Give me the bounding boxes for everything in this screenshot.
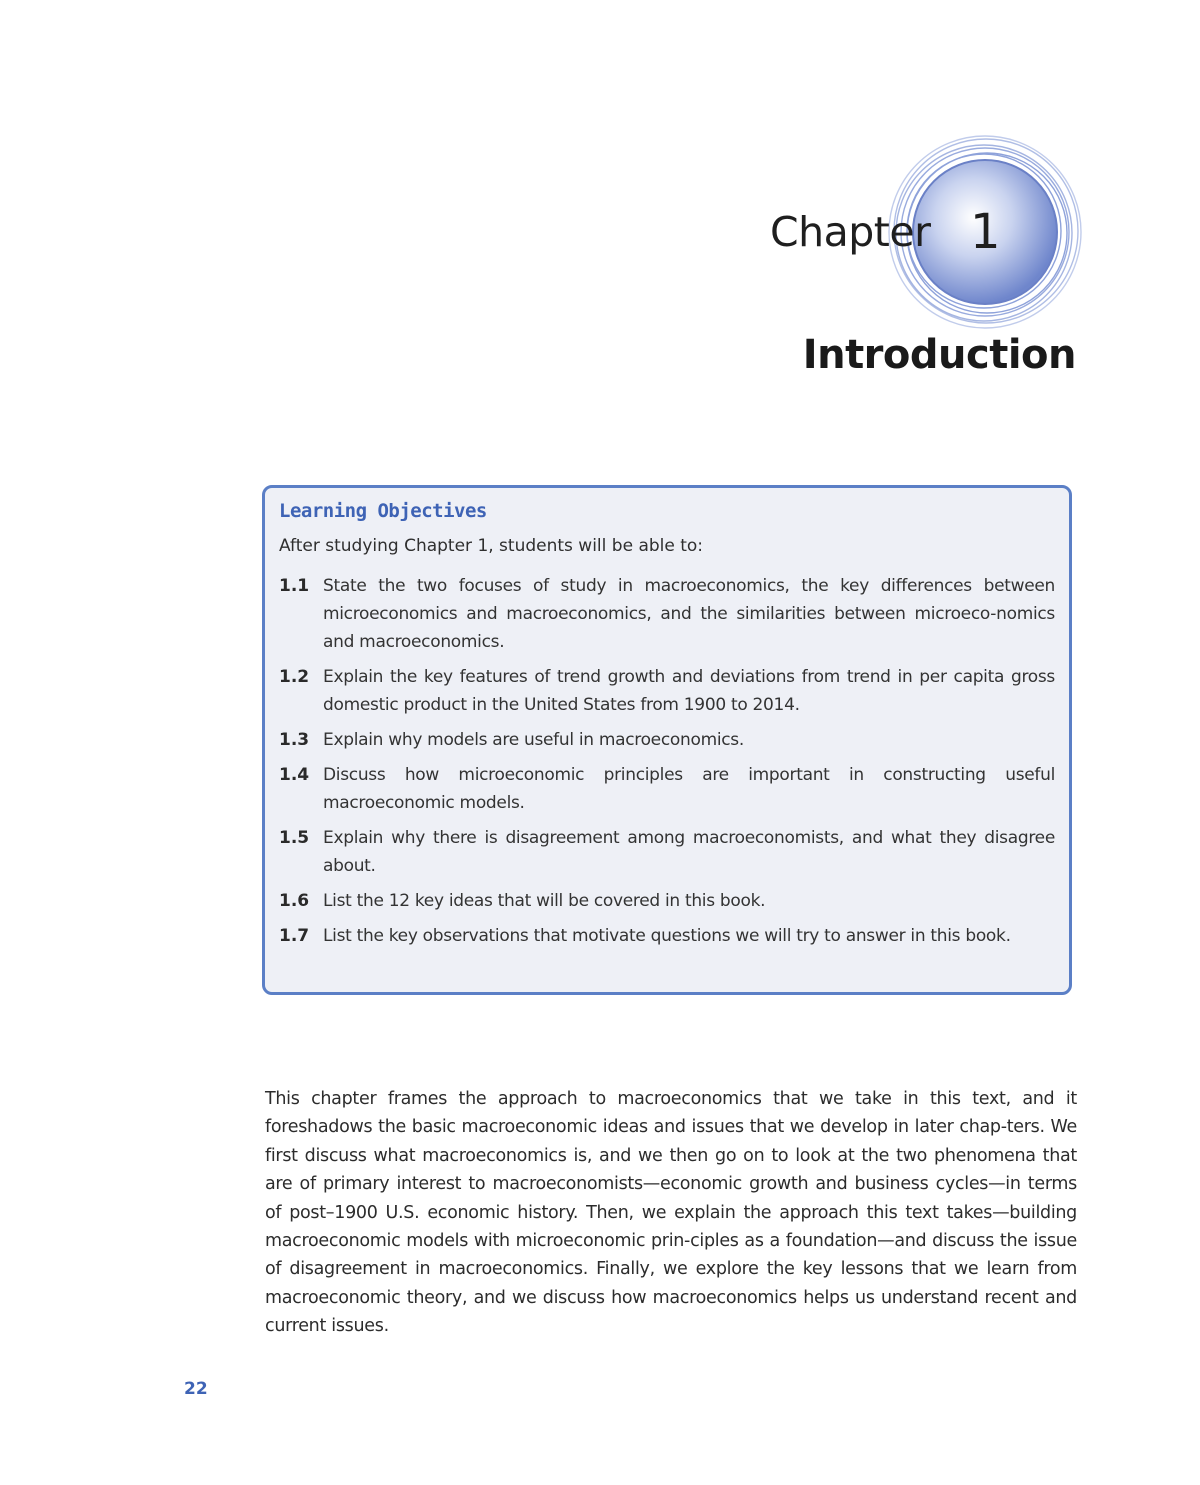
objective-text: List the 12 key ideas that will be covered in this book. <box>323 891 766 911</box>
chapter-title: Introduction <box>802 332 1076 378</box>
chapter-number: 1 <box>970 204 1001 260</box>
objective-number: 1.4 <box>279 765 310 785</box>
objective-text: Explain why models are useful in macroeconomics. <box>323 730 744 750</box>
objective-item <box>279 663 1055 719</box>
learning-objectives-list <box>279 572 1055 950</box>
learning-objectives-heading: Learning Objectives <box>279 500 487 522</box>
objective-item <box>279 922 1055 950</box>
objective-number: 1.5 <box>279 828 310 848</box>
objective-item <box>279 761 1055 817</box>
learning-objectives-intro: After studying Chapter 1, students will be able to: <box>279 536 704 556</box>
objective-number: 1.2 <box>279 667 310 687</box>
objective-text: State the two focuses of study in macroeconomics, the key differences between microeconomics and macroeconomics, and the similarities between microeco-nomics and macroeconomics. <box>323 576 1055 652</box>
objective-text: List the key observations that motivate questions we will try to answer in this book. <box>323 926 1011 946</box>
objective-text: Discuss how microeconomic principles are important in constructing useful macroeconomic models. <box>323 765 1055 813</box>
objective-text: Explain why there is disagreement among macroeconomists, and what they disagree about. <box>323 828 1055 876</box>
objective-item <box>279 572 1055 656</box>
objective-item <box>279 726 1055 754</box>
chapter-label: Chapter <box>770 208 931 256</box>
objective-item <box>279 887 1055 915</box>
learning-objectives-box <box>262 485 1072 995</box>
objective-number: 1.1 <box>279 576 310 596</box>
objective-number: 1.3 <box>279 730 310 750</box>
objective-number: 1.6 <box>279 891 310 911</box>
objective-text: Explain the key features of trend growth and deviations from trend in per capita gross domestic product in the United States from 1900 to 2014. <box>323 667 1055 715</box>
intro-paragraph: This chapter frames the approach to macroeconomics that we take in this text, and it foreshadows the basic macroeconomic ideas and issues that we develop in later chap-ters. We first discuss what macroeconomics is, and we then go on to look at the two phenomena that are of primary interest to macroeconomists—economic growth and business cycles—in terms of post–1900 U.S. economic history. Then, we explain the approach this text takes—building macroeconomic models with microeconomic prin-ciples as a foundation—and discuss the issue of disagreement in macroeconomics. Finally, we explore the key lessons that we learn from macroeconomic theory, and we discuss how macroeconomics helps us understand recent and current issues. <box>265 1089 1077 1337</box>
page-number: 22 <box>184 1379 208 1399</box>
objective-number: 1.7 <box>279 926 310 946</box>
objective-item <box>279 824 1055 880</box>
